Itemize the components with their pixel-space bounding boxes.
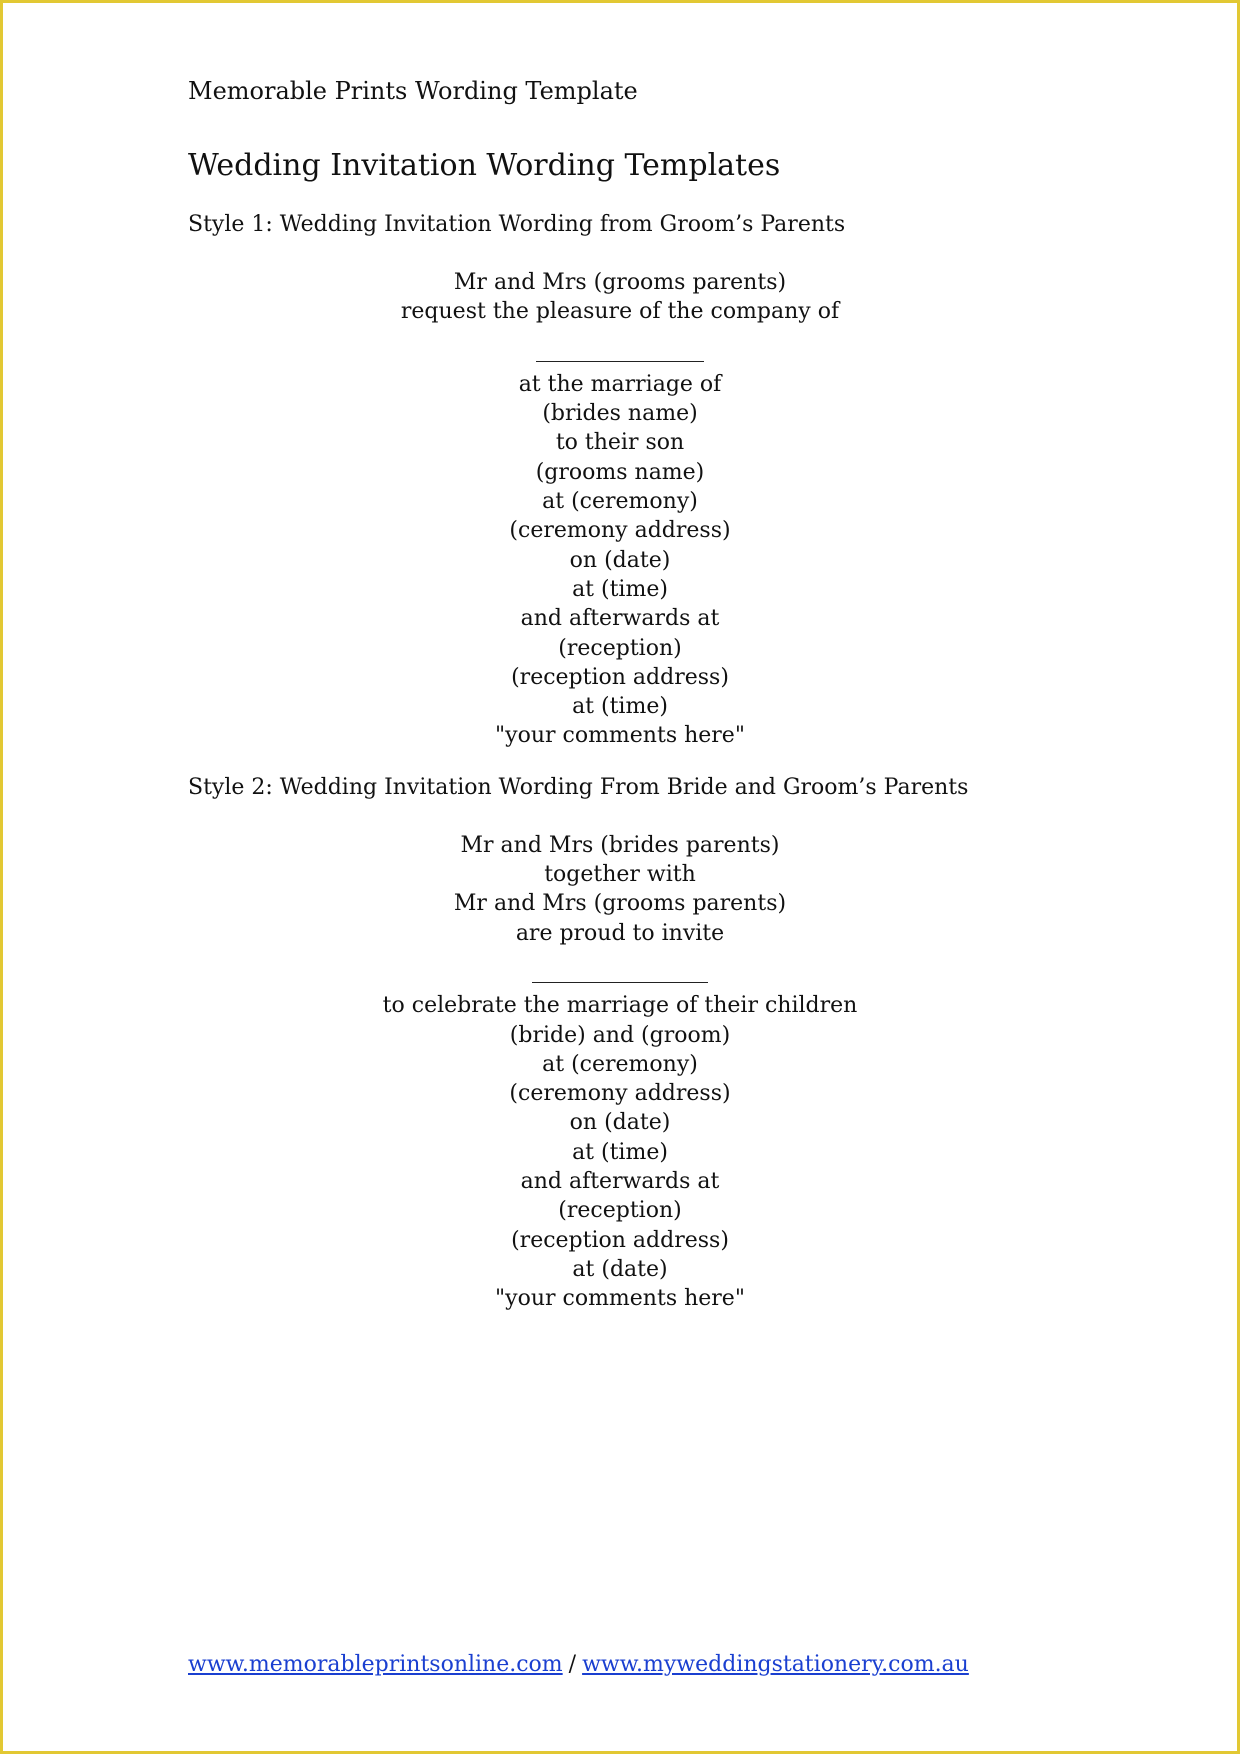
blank-guest-line-row <box>188 327 1052 370</box>
invitation-line: at (time) <box>572 694 668 720</box>
invitation-line: (grooms name) <box>535 459 705 485</box>
invitation-line: at (time) <box>572 1139 668 1165</box>
invitation-line: (reception) <box>558 635 682 661</box>
invitation-line: are proud to invite <box>515 920 725 946</box>
invitation-line: together with <box>544 862 696 888</box>
invitation-line: at (date) <box>572 1256 668 1282</box>
footer-links <box>188 1650 969 1680</box>
invitation-line: at (time) <box>572 576 668 602</box>
invitation-line: (reception) <box>558 1198 682 1224</box>
memorableprints-link[interactable]: www.memorableprintsonline.com <box>188 1652 563 1677</box>
document-body <box>188 74 1052 1314</box>
style2-invitation <box>188 831 1052 1314</box>
invitation-line: (brides name) <box>542 401 698 427</box>
invitation-line: (reception address) <box>511 664 729 690</box>
invitation-line: Mr and Mrs (grooms parents) <box>453 891 787 917</box>
invitation-line: on (date) <box>569 547 671 573</box>
invitation-line: at (ceremony) <box>542 489 698 515</box>
blank-guest-line <box>532 964 708 983</box>
document-header: Memorable Prints Wording Template <box>188 77 638 105</box>
style1-invitation <box>188 268 1052 751</box>
invitation-line: and afterwards at <box>520 606 720 632</box>
invitation-line: (bride) and (groom) <box>509 1022 731 1048</box>
style2-heading: Style 2: Wedding Invitation Wording From Bride and Groom’s Parents <box>188 774 969 800</box>
page-title: Wedding Invitation Wording Templates <box>188 148 781 183</box>
invitation-line: "your comments here" <box>495 723 745 749</box>
invitation-line: Mr and Mrs (brides parents) <box>460 832 780 858</box>
invitation-line: (reception address) <box>511 1227 729 1253</box>
invitation-line: on (date) <box>569 1110 671 1136</box>
style1-heading: Style 1: Wedding Invitation Wording from Groom’s Parents <box>188 212 846 237</box>
invitation-line: at (ceremony) <box>542 1051 698 1077</box>
invitation-line: and afterwards at <box>520 1169 720 1195</box>
invitation-line: (ceremony address) <box>509 1081 731 1107</box>
invitation-line: "your comments here" <box>495 1286 745 1312</box>
invitation-line: (ceremony address) <box>509 518 731 544</box>
blank-guest-line-row <box>188 948 1052 991</box>
invitation-line: to celebrate the marriage of their children <box>382 993 858 1019</box>
invitation-line: at the marriage of <box>518 371 722 397</box>
blank-guest-line <box>536 343 704 362</box>
invitation-line: to their son <box>555 430 685 456</box>
link-separator: / <box>568 1652 577 1677</box>
myweddingstationery-link[interactable]: www.myweddingstationery.com.au <box>582 1652 969 1677</box>
invitation-line: Mr and Mrs (grooms parents) <box>453 270 787 295</box>
invitation-line: request the pleasure of the company of <box>400 299 840 325</box>
